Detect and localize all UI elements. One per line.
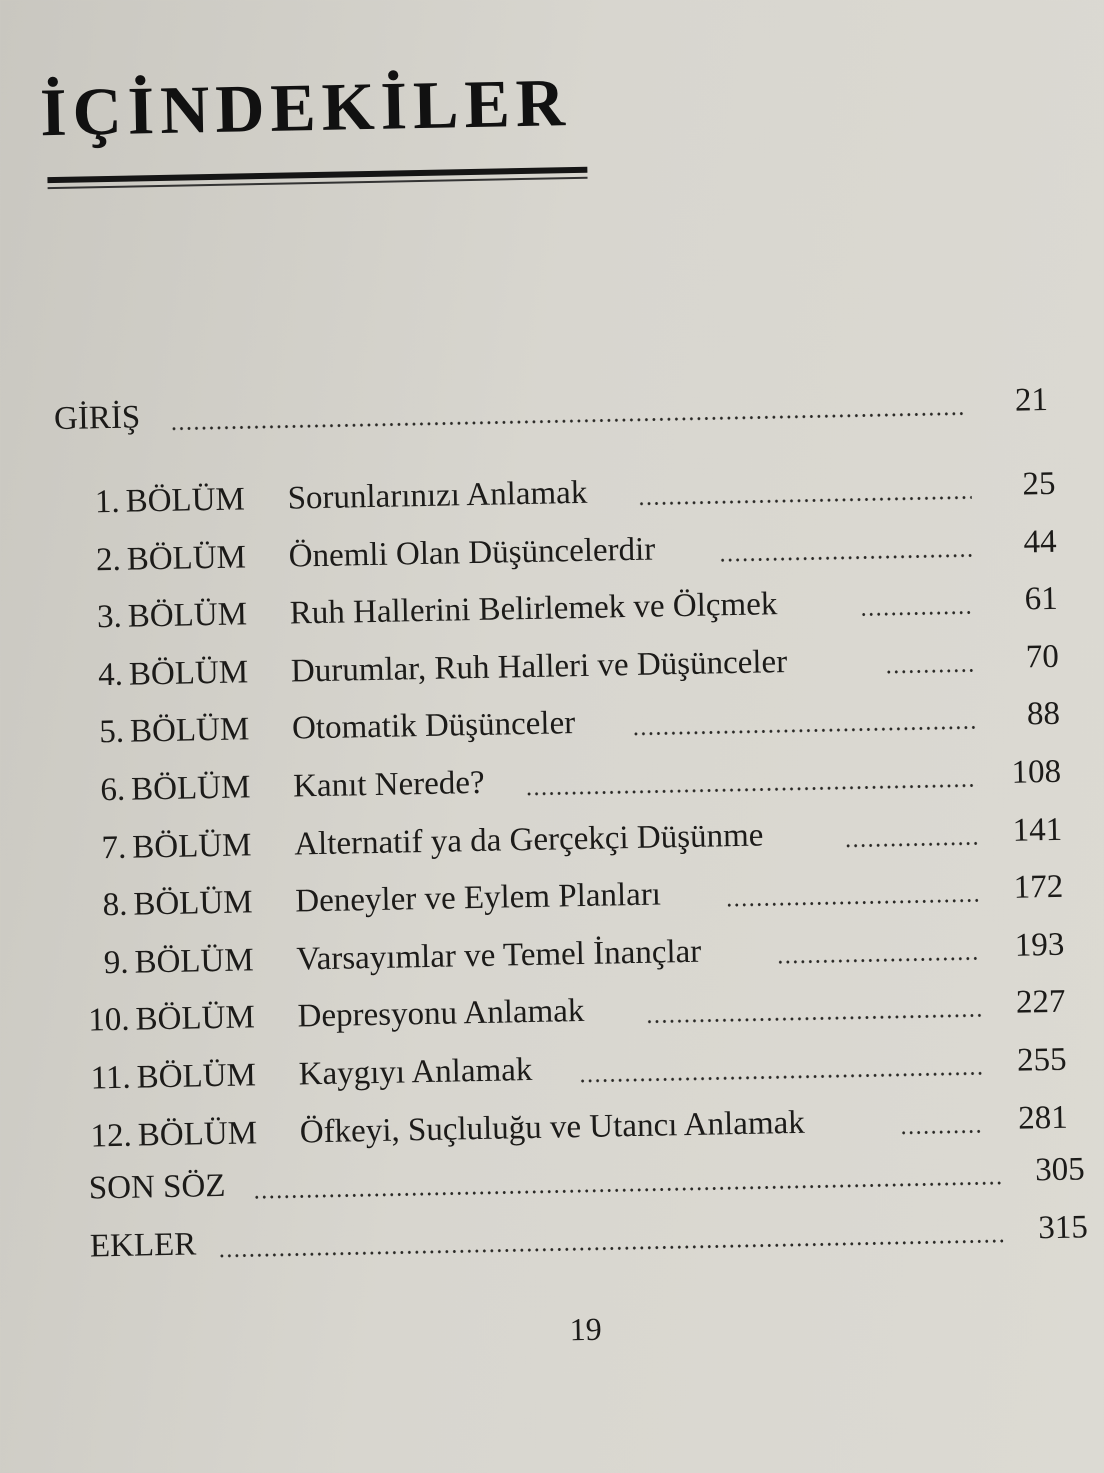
entry-page-number: 70 — [1025, 638, 1060, 676]
chapter-title: Otomatik Düşünceler — [291, 705, 576, 747]
leader-dots — [579, 1071, 983, 1083]
chapter-number: 3. — [96, 598, 123, 636]
entry-page-number: 281 — [1017, 1099, 1068, 1137]
leader-dots — [525, 783, 977, 796]
chapter-title: Deneyler ve Eylem Planları — [295, 876, 662, 920]
leader-dots — [725, 899, 979, 908]
toc-entry-chapter-9 — [18, 921, 1104, 986]
leader-dots — [253, 1181, 1003, 1199]
leader-dots — [719, 553, 973, 562]
toc-entry-chapter-6 — [15, 749, 1104, 814]
toc-entry-intro — [8, 377, 1104, 442]
chapter-title: Kanıt Nerede? — [292, 764, 485, 805]
chapter-number: 6. — [100, 771, 126, 809]
leader-dots — [646, 1014, 982, 1024]
page-number: 19 — [569, 1310, 602, 1348]
chapter-label: BÖLÜM — [136, 1057, 257, 1096]
leader-dots — [218, 1239, 1006, 1258]
leader-dots — [860, 611, 974, 617]
chapter-label: BÖLÜM — [125, 481, 246, 520]
chapter-title: Öfkeyi, Suçluluğu ve Utancı Anlamak — [299, 1104, 806, 1151]
toc-entry-chapter-2 — [10, 518, 1104, 583]
entry-page-number: 193 — [1014, 926, 1065, 964]
chapter-title: Varsayımlar ve Temel İnançlar — [296, 933, 702, 978]
entry-page-number: 88 — [1026, 696, 1061, 733]
chapter-title: Alternatif ya da Gerçekçi Düşünme — [293, 817, 764, 863]
chapter-title: Ruh Hallerini Belirlemek ve Ölçmek — [289, 586, 778, 632]
chapter-label: BÖLÜM — [127, 596, 248, 635]
leader-dots — [632, 726, 976, 737]
chapter-label: BÖLÜM — [137, 1114, 258, 1154]
entry-page-number: 108 — [1011, 753, 1062, 791]
chapter-title: Önemli Olan Düşüncelerdir — [288, 531, 656, 575]
chapter-label: BÖLÜM — [131, 826, 252, 866]
entry-page-number: 61 — [1024, 580, 1059, 618]
toc-entry-chapter-4 — [13, 633, 1104, 698]
chapter-number: 2. — [95, 541, 122, 578]
entry-page-number: 25 — [1022, 465, 1056, 503]
page-title: İÇİNDEKİLER — [39, 64, 572, 151]
toc-entry-appendix — [24, 1205, 1104, 1270]
chapter-number: 12. — [90, 1117, 133, 1155]
toc-entry-chapter-7 — [16, 806, 1104, 871]
chapter-label: BÖLÜM — [135, 999, 256, 1038]
chapter-title: Durumlar, Ruh Halleri ve Düşünceler — [290, 643, 788, 690]
entry-page-number: 21 — [1014, 381, 1049, 419]
title-rule-thick — [47, 167, 587, 183]
chapter-label: BÖLÜM — [129, 711, 250, 751]
leader-dots — [777, 956, 981, 964]
chapter-number: 9. — [103, 944, 129, 981]
leader-dots — [844, 841, 978, 848]
chapter-label: BÖLÜM — [130, 769, 251, 808]
leader-dots — [900, 1129, 984, 1135]
entry-page-number: 227 — [1015, 984, 1066, 1022]
toc-entry-chapter-10 — [19, 979, 1104, 1044]
leader-dots — [170, 412, 964, 431]
entry-page-number: 44 — [1023, 523, 1057, 561]
leader-dots — [638, 495, 972, 505]
chapter-label: BÖLÜM — [133, 884, 253, 923]
chapter-label: BÖLÜM — [134, 942, 255, 981]
chapter-label: BÖLÜM — [128, 654, 249, 693]
toc-entry-chapter-11 — [20, 1037, 1104, 1102]
entry-label: GİRİŞ — [53, 399, 141, 438]
chapter-title: Kaygıyı Anlamak — [298, 1051, 533, 1093]
chapter-number: 7. — [101, 829, 127, 866]
entry-page-number: 255 — [1016, 1041, 1067, 1079]
chapter-number: 8. — [102, 886, 128, 924]
chapter-number: 5. — [98, 714, 125, 751]
entry-page-number: 315 — [1037, 1209, 1089, 1247]
chapter-number: 10. — [88, 1002, 130, 1039]
chapter-number: 1. — [94, 483, 121, 521]
chapter-number: 11. — [90, 1059, 132, 1097]
toc-entry-chapter-3 — [11, 576, 1104, 641]
toc-entry-chapter-1 — [9, 461, 1104, 526]
entry-label: SON SÖZ — [88, 1167, 226, 1207]
entry-page-number: 172 — [1013, 868, 1064, 906]
leader-dots — [885, 668, 975, 674]
toc-entry-afterword — [22, 1147, 1104, 1212]
chapter-label: BÖLÜM — [126, 538, 247, 578]
entry-label: EKLER — [89, 1226, 197, 1265]
chapter-title: Sorunlarınızı Anlamak — [287, 474, 588, 517]
chapter-number: 4. — [97, 656, 124, 694]
toc-entry-chapter-8 — [17, 864, 1104, 929]
toc-entry-chapter-5 — [14, 691, 1104, 756]
entry-page-number: 305 — [1034, 1151, 1085, 1189]
entry-page-number: 141 — [1012, 811, 1063, 849]
chapter-title: Depresyonu Anlamak — [297, 993, 585, 1035]
